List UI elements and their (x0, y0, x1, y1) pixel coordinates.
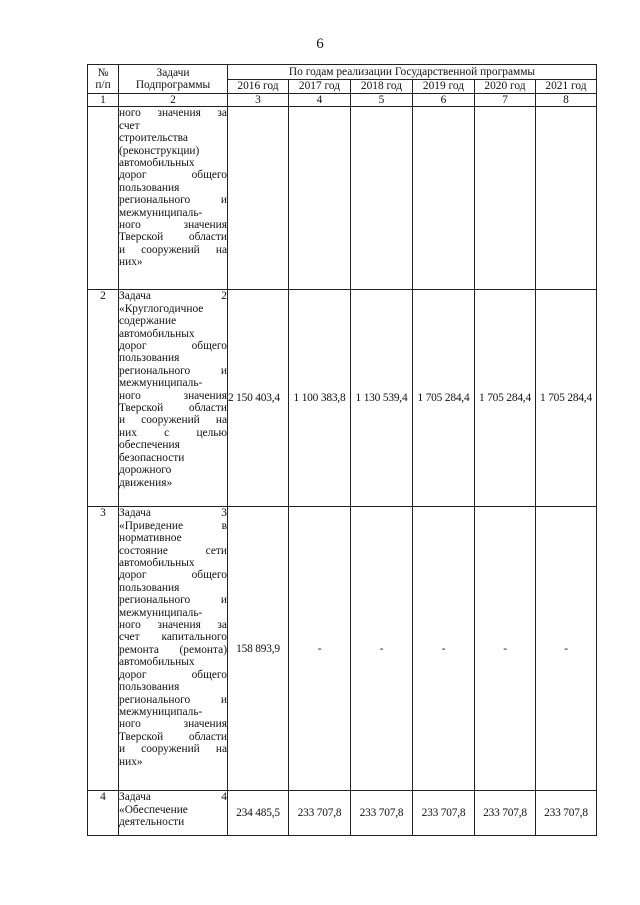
year-value-4: 1 705 284,4 (413, 290, 475, 507)
task-line: них с целью (119, 426, 227, 439)
task-line: безопасности (119, 451, 185, 464)
task-description (119, 107, 228, 290)
header-number-label: № (97, 66, 109, 79)
task-line: них» (119, 256, 143, 269)
task-line: пользования (119, 352, 180, 365)
task-line: «Обеспечение (119, 803, 188, 816)
column-index-4: 4 (289, 94, 351, 107)
task-line: Задача 3 (119, 507, 227, 520)
header-task (119, 65, 228, 94)
table-row (88, 107, 597, 290)
header-year-2: 2017 год (289, 80, 351, 94)
task-line: автомобильных (119, 157, 195, 170)
year-value-3: 1 130 539,4 (351, 290, 413, 507)
header-year-1: 2016 год (228, 80, 289, 94)
task-line: Тверской области (119, 402, 227, 415)
year-value-6: 1 705 284,4 (536, 290, 597, 507)
row-number: 3 (88, 507, 119, 791)
task-line: Тверской области (119, 730, 227, 743)
year-value-6: 233 707,8 (536, 791, 597, 836)
task-line: автомобильных (119, 656, 195, 669)
year-value-1: 2 150 403,4 (228, 290, 289, 507)
task-line: деятельности (119, 816, 185, 829)
year-value-1: 158 893,9 (228, 507, 289, 791)
year-value-5: 1 705 284,4 (475, 290, 536, 507)
task-line: Тверской области (119, 231, 227, 244)
task-line: дорог общего (119, 169, 227, 182)
year-value-3 (351, 107, 413, 290)
task-line: регионального и (119, 194, 227, 207)
task-line: них» (119, 755, 143, 768)
table-row (88, 290, 597, 507)
task-line: дорог общего (119, 668, 227, 681)
task-line: межмуниципаль- (119, 206, 203, 219)
task-line: ного значения за (119, 619, 227, 632)
year-value-2 (289, 107, 351, 290)
task-description (119, 507, 228, 791)
task-line: регионального и (119, 594, 227, 607)
header-year-5: 2020 год (475, 80, 536, 94)
year-value-3: - (351, 507, 413, 791)
task-line: и сооружений на (119, 414, 227, 427)
task-line: счет (119, 119, 140, 132)
task-line: регионального и (119, 693, 227, 706)
column-index-6: 6 (413, 94, 475, 107)
header-task-label: Задачи (156, 66, 190, 79)
year-value-1 (228, 107, 289, 290)
year-value-1: 234 485,5 (228, 791, 289, 836)
task-line: обеспечения (119, 439, 180, 452)
task-line: пользования (119, 181, 180, 194)
task-line: счет капитального (119, 631, 227, 644)
column-index-2: 2 (119, 94, 228, 107)
header-task-sub: Подпрограммы (135, 79, 211, 91)
header-year-3: 2018 год (351, 80, 413, 94)
task-line: межмуниципаль- (119, 377, 203, 390)
task-line: ного значения (119, 389, 227, 402)
program-funding-table (87, 64, 597, 836)
year-value-3: 233 707,8 (351, 791, 413, 836)
header-years-group: По годам реализации Государственной программы (228, 65, 597, 80)
header-row (88, 65, 597, 80)
task-line: ного значения (119, 219, 227, 232)
year-value-2: - (289, 507, 351, 791)
task-line: содержание (119, 315, 177, 328)
task-line: дорог общего (119, 340, 227, 353)
task-line: ного значения за (119, 107, 227, 120)
task-line: дорожного (119, 464, 172, 477)
column-index-5: 5 (351, 94, 413, 107)
task-line: ного значения (119, 718, 227, 731)
column-index-1: 1 (88, 94, 119, 107)
column-index-3: 3 (228, 94, 289, 107)
task-line: Задача 2 (119, 290, 227, 303)
task-line: дорог общего (119, 569, 227, 582)
task-line: строительства (119, 132, 188, 145)
task-line: регионального и (119, 364, 227, 377)
header-number-sub: п/п (95, 79, 111, 91)
year-value-4: - (413, 507, 475, 791)
year-value-5: 233 707,8 (475, 791, 536, 836)
row-number: 2 (88, 290, 119, 507)
page-number: 6 (316, 36, 324, 52)
header-year-4: 2019 год (413, 80, 475, 94)
table-row (88, 791, 597, 836)
task-line: «Приведение в (119, 519, 227, 532)
task-description (119, 290, 228, 507)
year-value-5: - (475, 507, 536, 791)
task-line: состояние сети (119, 544, 227, 557)
column-index-row (88, 94, 597, 107)
header-number (88, 65, 119, 94)
task-line: и сооружений на (119, 743, 227, 756)
task-line: автомобильных (119, 327, 195, 340)
year-value-6 (536, 107, 597, 290)
task-line: «Круглогодичное (119, 302, 204, 315)
year-value-2: 1 100 383,8 (289, 290, 351, 507)
task-line: автомобильных (119, 557, 195, 570)
row-number (88, 107, 119, 290)
task-line: межмуниципаль- (119, 606, 203, 619)
task-line: и сооружений на (119, 243, 227, 256)
task-line: движения» (119, 476, 173, 489)
task-line: пользования (119, 681, 180, 694)
task-description (119, 791, 228, 836)
year-value-4 (413, 107, 475, 290)
task-line: Задача 4 (119, 791, 227, 804)
task-line: пользования (119, 581, 180, 594)
task-line: (реконструкции) (119, 144, 200, 157)
year-value-2: 233 707,8 (289, 791, 351, 836)
year-value-6: - (536, 507, 597, 791)
year-value-5 (475, 107, 536, 290)
column-index-8: 8 (536, 94, 597, 107)
task-line: ремонта (ремонта) (119, 643, 227, 656)
task-line: нормативное (119, 532, 182, 545)
table-row (88, 507, 597, 791)
row-number: 4 (88, 791, 119, 836)
task-line: межмуниципаль- (119, 705, 203, 718)
column-index-7: 7 (475, 94, 536, 107)
year-value-4: 233 707,8 (413, 791, 475, 836)
header-year-6: 2021 год (536, 80, 597, 94)
